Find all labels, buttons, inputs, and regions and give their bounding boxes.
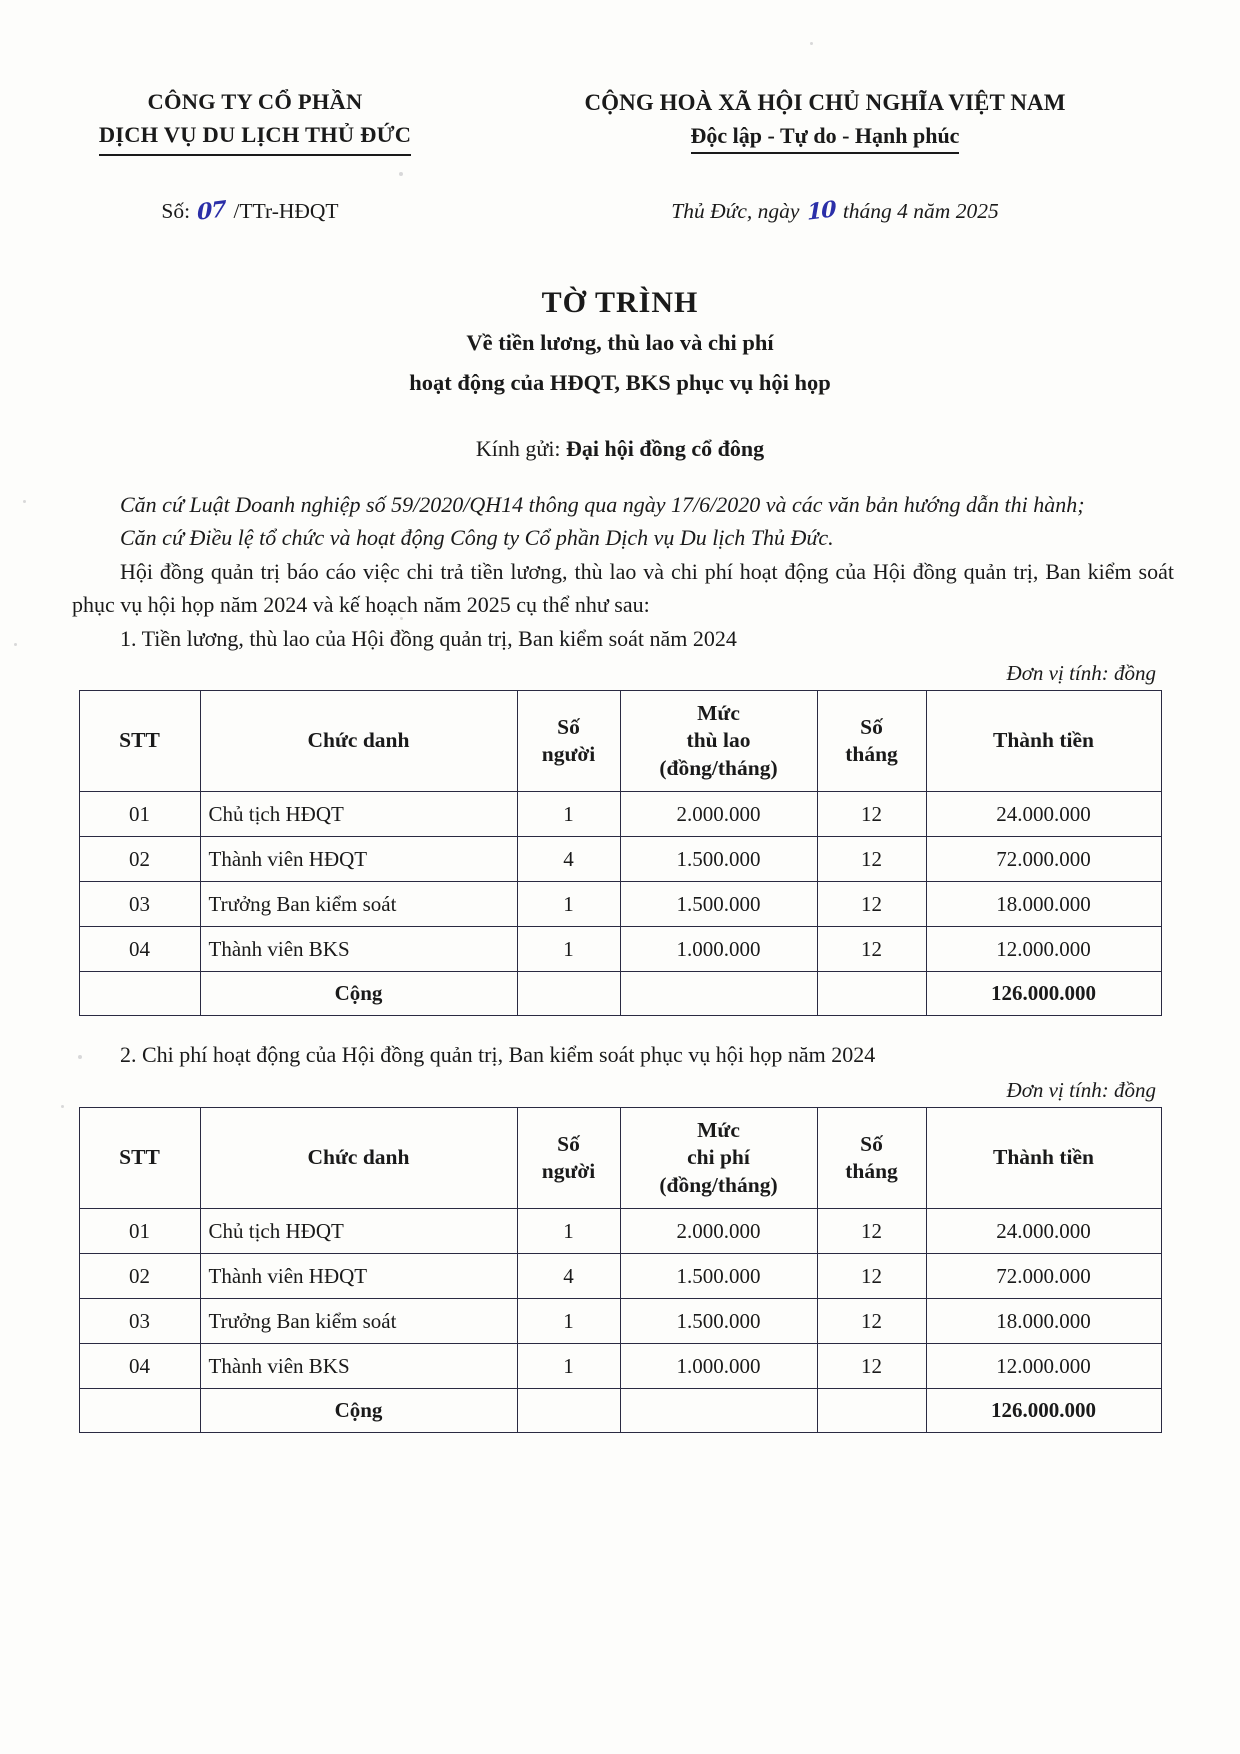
total-amount: 126.000.000 [926, 1389, 1161, 1433]
scan-speck [399, 172, 403, 176]
scan-speck [14, 643, 17, 646]
section-1-heading: 1. Tiền lương, thù lao của Hội đồng quản trị, Ban kiểm soát năm 2024 [120, 625, 737, 651]
col-header-rate-line3: (đồng/tháng) [659, 1172, 778, 1197]
scan-speck [400, 617, 403, 620]
cell-months: 12 [817, 882, 926, 927]
cell-months: 12 [817, 792, 926, 837]
col-header-rate-line3: (đồng/tháng) [659, 755, 778, 780]
col-header-role: Chức danh [200, 690, 517, 792]
col-header-amount: Thành tiền [926, 690, 1161, 792]
cell-stt: 02 [79, 837, 200, 882]
cell-role: Trưởng Ban kiểm soát [200, 1299, 517, 1344]
total-spacer-stt [79, 972, 200, 1016]
section-2-block [72, 1038, 1174, 1071]
cell-people: 4 [517, 837, 620, 882]
place-and-date [470, 196, 1240, 227]
table-row [79, 1299, 1161, 1344]
cell-rate: 1.500.000 [620, 882, 817, 927]
section-2-heading: 2. Chi phí hoạt động của Hội đồng quản trị, Ban kiểm soát phục vụ hội họp năm 2024 [120, 1042, 876, 1068]
col-header-rate-line2: thù lao [686, 728, 751, 753]
cell-months: 12 [817, 1209, 926, 1254]
cell-stt: 03 [79, 882, 200, 927]
national-heading [470, 86, 1240, 156]
legal-basis-2: Căn cứ Điều lệ tổ chức và hoạt động Công ty Cổ phần Dịch vụ Du lịch Thủ Đức. [120, 525, 834, 551]
table-header-row [79, 690, 1161, 792]
cell-months: 12 [817, 1299, 926, 1344]
document-number-label: Số: [161, 199, 191, 224]
cell-role: Chủ tịch HĐQT [200, 792, 517, 837]
cell-stt: 04 [79, 1344, 200, 1389]
cell-role: Trưởng Ban kiểm soát [200, 882, 517, 927]
cell-rate: 1.000.000 [620, 927, 817, 972]
operating-cost-table-body [79, 1209, 1161, 1433]
col-header-months-line1: Số [860, 714, 883, 739]
col-header-months-line1: Số [860, 1131, 883, 1156]
cell-months: 12 [817, 1344, 926, 1389]
total-amount: 126.000.000 [926, 972, 1161, 1016]
table-row [79, 1209, 1161, 1254]
page-title: TỜ TRÌNH [541, 286, 699, 320]
total-spacer-stt [79, 1389, 200, 1433]
cell-rate: 1.000.000 [620, 1344, 817, 1389]
recipient-value: Đại hội đồng cổ đông [566, 435, 765, 461]
total-label: Cộng [200, 1389, 517, 1433]
document-meta-row [0, 196, 1240, 227]
col-header-people [517, 690, 620, 792]
cell-role: Thành viên HĐQT [200, 1254, 517, 1299]
operating-cost-table [79, 1107, 1162, 1434]
cell-role: Thành viên HĐQT [200, 837, 517, 882]
cell-people: 1 [517, 927, 620, 972]
remuneration-table [79, 690, 1162, 1017]
cell-stt: 03 [79, 1299, 200, 1344]
unit-note-1: Đơn vị tính: đồng [1006, 660, 1156, 685]
cell-rate: 2.000.000 [620, 792, 817, 837]
cell-months: 12 [817, 1254, 926, 1299]
cell-months: 12 [817, 927, 926, 972]
cell-amount: 12.000.000 [926, 1344, 1161, 1389]
legal-basis-1: Căn cứ Luật Doanh nghiệp số 59/2020/QH14 thông qua ngày 17/6/2020 và các văn bản hướng dẫn thi hành; [120, 491, 1085, 517]
table-row [79, 1254, 1161, 1299]
document-subtitle-line1: Về tiền lương, thù lao và chi phí [466, 330, 774, 356]
cell-rate: 1.500.000 [620, 1254, 817, 1299]
total-label: Cộng [200, 972, 517, 1016]
recipient-line [0, 436, 1240, 462]
cell-rate: 1.500.000 [620, 1299, 817, 1344]
col-header-role: Chức danh [200, 1107, 517, 1209]
unit-note-2: Đơn vị tính: đồng [1006, 1077, 1156, 1102]
col-header-people [517, 1107, 620, 1209]
place-date-prefix: Thủ Đức, ngày [671, 199, 800, 224]
table-row [79, 837, 1161, 882]
col-header-stt: STT [79, 1107, 200, 1209]
col-header-people-line2: người [541, 742, 596, 767]
national-motto: Độc lập - Tự do - Hạnh phúc [691, 123, 960, 154]
table-total-row [79, 1389, 1161, 1433]
document-number [0, 196, 470, 227]
table-header-row [79, 1107, 1161, 1209]
cell-people: 1 [517, 1209, 620, 1254]
total-spacer-people [517, 972, 620, 1016]
cell-amount: 18.000.000 [926, 882, 1161, 927]
cell-people: 1 [517, 882, 620, 927]
recipient-label: Kính gửi: [475, 435, 561, 461]
cell-people: 1 [517, 792, 620, 837]
total-spacer-people [517, 1389, 620, 1433]
cell-rate: 1.500.000 [620, 837, 817, 882]
title-block [0, 286, 1240, 400]
total-spacer-rate [620, 1389, 817, 1433]
scan-speck [810, 42, 813, 45]
col-header-months [817, 1107, 926, 1209]
cell-role: Thành viên BKS [200, 1344, 517, 1389]
table-total-row [79, 972, 1161, 1016]
total-spacer-months [817, 972, 926, 1016]
col-header-rate-line2: chi phí [687, 1145, 750, 1170]
col-header-rate [620, 1107, 817, 1209]
col-header-people-line1: Số [557, 1131, 580, 1156]
cell-stt: 01 [79, 792, 200, 837]
national-title: CỘNG HOÀ XÃ HỘI CHỦ NGHĨA VIỆT NAM [584, 90, 1066, 115]
cell-role: Chủ tịch HĐQT [200, 1209, 517, 1254]
scan-speck [61, 1105, 64, 1108]
company-name-line1: CÔNG TY CỔ PHẦN [147, 89, 363, 114]
col-header-months-line2: tháng [845, 742, 898, 767]
scan-speck [23, 500, 26, 503]
col-header-rate-line1: Mức [697, 1117, 740, 1142]
col-header-people-line1: Số [557, 714, 580, 739]
cell-months: 12 [817, 837, 926, 882]
place-date-suffix: tháng 4 năm 2025 [842, 199, 999, 224]
table-row [79, 882, 1161, 927]
col-header-rate [620, 690, 817, 792]
intro-paragraph: Hội đồng quản trị báo cáo việc chi trả tiền lương, thù lao và chi phí hoạt động của Hội đồng quản trị, Ban kiểm soát phục vụ hội họp năm 2024 và kế hoạch năm 2025 cụ thể như sau: [72, 558, 1174, 618]
cell-role: Thành viên BKS [200, 927, 517, 972]
cell-amount: 18.000.000 [926, 1299, 1161, 1344]
table-row [79, 1344, 1161, 1389]
cell-stt: 02 [79, 1254, 200, 1299]
total-spacer-months [817, 1389, 926, 1433]
document-body [72, 488, 1174, 655]
cell-people: 4 [517, 1254, 620, 1299]
document-number-suffix: /TTr-HĐQT [233, 199, 339, 224]
cell-amount: 24.000.000 [926, 792, 1161, 837]
remuneration-table-body [79, 792, 1161, 1016]
col-header-people-line2: người [541, 1159, 596, 1184]
table-row [79, 792, 1161, 837]
cell-amount: 24.000.000 [926, 1209, 1161, 1254]
company-name-line2: DỊCH VỤ DU LỊCH THỦ ĐỨC [99, 119, 411, 157]
issuing-organization [0, 86, 470, 156]
cell-amount: 72.000.000 [926, 1254, 1161, 1299]
cell-amount: 12.000.000 [926, 927, 1161, 972]
cell-stt: 04 [79, 927, 200, 972]
col-header-stt: STT [79, 690, 200, 792]
col-header-months [817, 690, 926, 792]
col-header-months-line2: tháng [845, 1159, 898, 1184]
col-header-rate-line1: Mức [697, 700, 740, 725]
document-number-handwritten: 07 [197, 196, 227, 227]
scan-speck [78, 1055, 82, 1059]
col-header-amount: Thành tiền [926, 1107, 1161, 1209]
cell-rate: 2.000.000 [620, 1209, 817, 1254]
cell-people: 1 [517, 1299, 620, 1344]
cell-stt: 01 [79, 1209, 200, 1254]
cell-amount: 72.000.000 [926, 837, 1161, 882]
table-row [79, 927, 1161, 972]
cell-people: 1 [517, 1344, 620, 1389]
total-spacer-rate [620, 972, 817, 1016]
document-header [0, 0, 1240, 156]
document-subtitle-line2: hoạt động của HĐQT, BKS phục vụ hội họp [409, 370, 831, 395]
day-handwritten: 10 [806, 196, 836, 227]
